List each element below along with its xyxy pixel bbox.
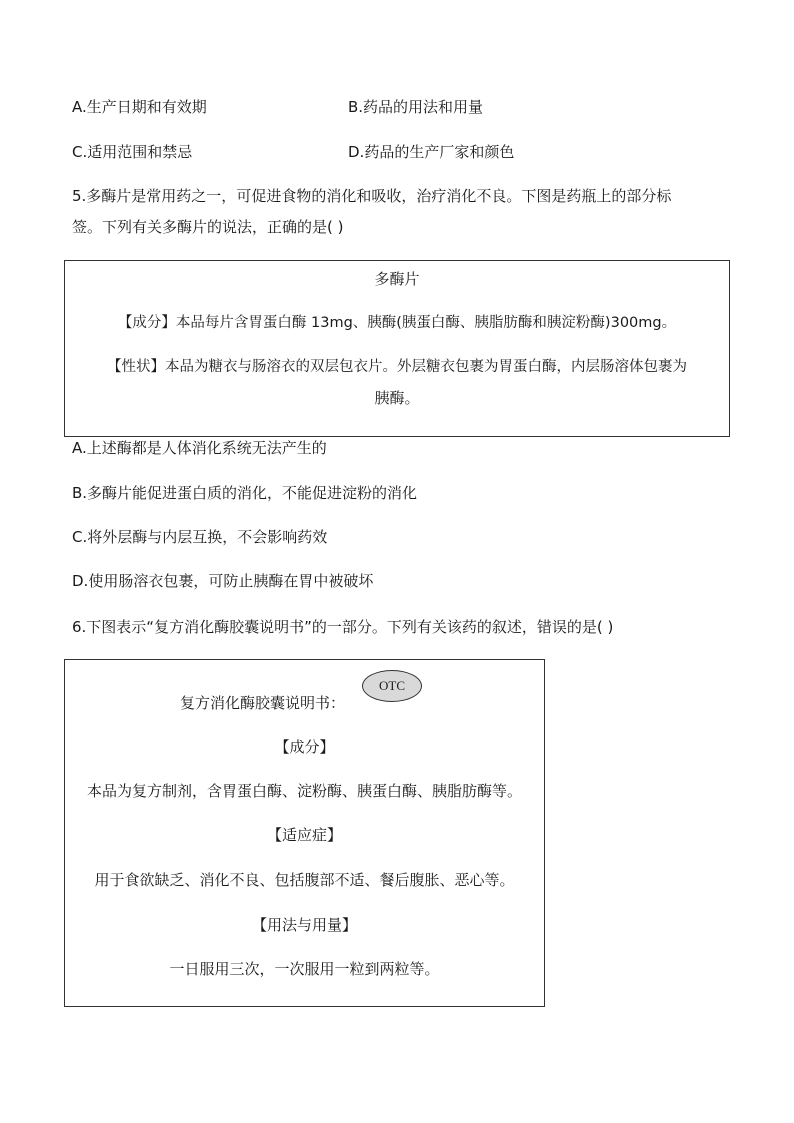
q5-option-c: C.将外层酶与内层互换，不会影响药效 [72,528,328,546]
q6-ingredients-heading: 【成分】 [274,738,335,756]
q4-option-d: D.药品的生产厂家和颜色 [348,143,515,161]
q5-label-title: 多酶片 [374,270,420,288]
q5-label-box [64,260,730,437]
q6-dosage-text: 一日服用三次，一次服用一粒到两粒等。 [169,960,440,978]
q6-dosage-heading: 【用法与用量】 [251,916,357,934]
q5-option-a: A.上述酶都是人体消化系统无法产生的 [72,439,327,457]
q5-label-properties-line2: 胰酶。 [374,389,420,407]
q5-option-d: D.使用肠溶衣包裹，可防止胰酶在胃中被破坏 [72,572,374,590]
q6-leaflet-box [64,659,545,1007]
q6-indications-text: 用于食欲缺乏、消化不良、包括腹部不适、餐后腹胀、恶心等。 [94,871,515,889]
q5-stem-line1: 5.多酶片是常用药之一，可促进食物的消化和吸收，治疗消化不良。下图是药瓶上的部分标 [72,187,672,205]
q5-stem-line2: 签。下列有关多酶片的说法，正确的是( ) [72,218,344,236]
q5-option-b: B.多酶片能促进蛋白质的消化，不能促进淀粉的消化 [72,484,418,502]
q6-ingredients-text: 本品为复方制剂，含胃蛋白酶、淀粉酶、胰蛋白酶、胰脂肪酶等。 [86,782,522,800]
q4-option-a: A.生产日期和有效期 [72,98,207,116]
otc-badge: OTC [362,670,422,702]
q6-stem: 6.下图表示“复方消化酶胶囊说明书”的一部分。下列有关该药的叙述，错误的是( ) [72,618,614,636]
q4-option-b: B.药品的用法和用量 [348,98,484,116]
q6-indications-heading: 【适应症】 [266,826,342,844]
q5-label-properties-line1: 【性状】本品为糖衣与肠溶衣的双层包衣片。外层糖衣包裹为胃蛋白酶，内层肠溶体包裹为 [107,359,687,375]
q6-leaflet-title: 复方消化酶胶囊说明书： [180,694,346,712]
q5-label-ingredients: 【成分】本品每片含胃蛋白酶 13mg、胰酶(胰蛋白酶、胰脂肪酶和胰淀粉酶)300mg。 [117,315,677,331]
q4-option-c: C.适用范围和禁忌 [72,143,193,161]
